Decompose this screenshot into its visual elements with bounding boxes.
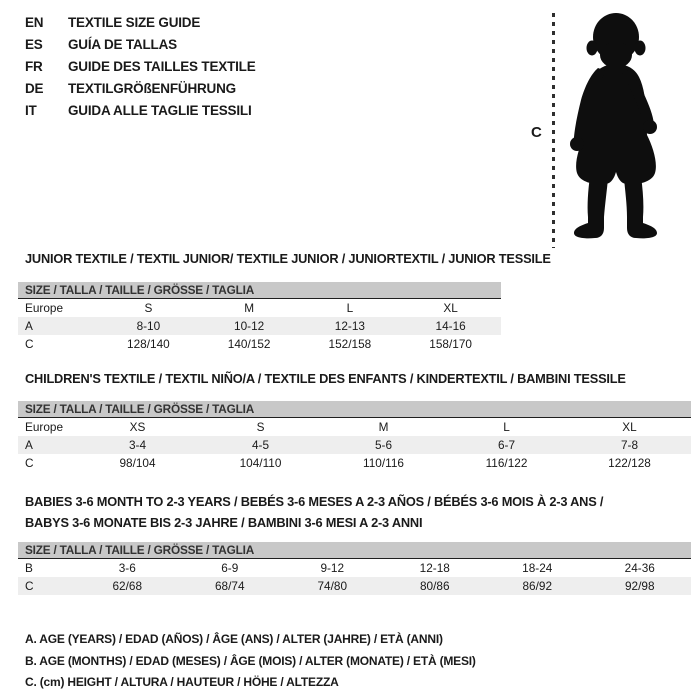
language-code: ES bbox=[25, 37, 43, 52]
junior-textile-section bbox=[18, 251, 551, 353]
table-cell: S bbox=[144, 301, 153, 315]
children-textile-section bbox=[18, 371, 691, 472]
section-title-line: BABIES 3-6 MONTH TO 2-3 YEARS / BEBÉS 3-6 MESES A 2-3 AÑOS / BÉBÉS 3-6 MOIS À 2-3 ANS / bbox=[25, 494, 604, 509]
language-row bbox=[25, 12, 256, 34]
table-cell: S bbox=[256, 420, 265, 434]
babies-textile-section bbox=[18, 491, 691, 595]
size-header-bar: SIZE / TALLA / TAILLE / GRÖSSE / TAGLIA bbox=[18, 542, 691, 559]
table-row bbox=[18, 436, 691, 454]
footnote-b: B. AGE (MONTHS) / EDAD (MESES) / ÂGE (MOIS) / ALTER (MONATE) / ETÀ (MESI) bbox=[25, 653, 476, 668]
table-cell: 104/110 bbox=[239, 456, 282, 470]
row-label: C bbox=[25, 337, 34, 351]
table-cell: 9-12 bbox=[320, 561, 345, 575]
table-cell: XS bbox=[129, 420, 146, 434]
language-row bbox=[25, 34, 256, 56]
table-cell: XL bbox=[443, 301, 458, 315]
babies-size-table bbox=[18, 559, 691, 595]
row-label: A bbox=[25, 438, 33, 452]
table-cell: M bbox=[244, 301, 255, 315]
table-cell: 6-7 bbox=[497, 438, 516, 452]
section-title-line: BABYS 3-6 MONATE BIS 2-3 JAHRE / BAMBINI 3-6 MESI A 2-3 ANNI bbox=[25, 515, 423, 530]
table-row bbox=[18, 559, 691, 577]
table-cell: 80/86 bbox=[419, 579, 450, 593]
table-row bbox=[18, 317, 501, 335]
table-row bbox=[18, 418, 691, 436]
table-cell: 152/158 bbox=[328, 337, 372, 351]
table-row bbox=[18, 577, 691, 595]
table-cell: 8-10 bbox=[136, 319, 161, 333]
table-cell: 68/74 bbox=[214, 579, 245, 593]
table-row bbox=[18, 299, 501, 317]
language-row bbox=[25, 56, 256, 78]
row-label: C bbox=[25, 579, 34, 593]
table-cell: 18-24 bbox=[522, 561, 553, 575]
table-cell: 92/98 bbox=[624, 579, 655, 593]
table-cell: 86/92 bbox=[522, 579, 553, 593]
junior-size-table bbox=[18, 299, 501, 353]
table-cell: 10-12 bbox=[234, 319, 265, 333]
row-label: B bbox=[25, 561, 33, 575]
toddler-silhouette-icon bbox=[548, 8, 695, 254]
footnote-c: C. (cm) HEIGHT / ALTURA / HAUTEUR / HÖHE / ALTEZZA bbox=[25, 675, 339, 689]
table-cell: 122/128 bbox=[608, 456, 651, 470]
table-cell: L bbox=[503, 420, 510, 434]
table-cell: 7-8 bbox=[620, 438, 639, 452]
language-code: IT bbox=[25, 103, 37, 118]
table-cell: 3-6 bbox=[118, 561, 136, 575]
table-cell: 24-36 bbox=[624, 561, 655, 575]
table-cell: 74/80 bbox=[317, 579, 348, 593]
table-cell: 12-18 bbox=[419, 561, 450, 575]
footnote-a: A. AGE (YEARS) / EDAD (AÑOS) / ÂGE (ANS) / ALTER (JAHRE) / ETÀ (ANNI) bbox=[25, 632, 443, 646]
table-row bbox=[18, 335, 501, 353]
language-code: FR bbox=[25, 59, 43, 74]
language-code: DE bbox=[25, 81, 44, 96]
table-cell: 12-13 bbox=[334, 319, 365, 333]
table-cell: 62/68 bbox=[112, 579, 143, 593]
section-title: JUNIOR TEXTILE / TEXTIL JUNIOR/ TEXTILE JUNIOR / JUNIORTEXTIL / JUNIOR TESSILE bbox=[25, 251, 551, 266]
table-cell: M bbox=[378, 420, 389, 434]
children-size-table bbox=[18, 418, 691, 472]
language-title: GUIDE DES TAILLES TEXTILE bbox=[68, 59, 256, 74]
language-title: TEXTILE SIZE GUIDE bbox=[68, 15, 201, 30]
table-cell: XL bbox=[622, 420, 637, 434]
language-code: EN bbox=[25, 15, 44, 30]
language-list bbox=[25, 12, 256, 122]
measure-c-label: C bbox=[531, 124, 542, 141]
row-label: A bbox=[25, 319, 33, 333]
language-row bbox=[25, 100, 256, 122]
language-title: GUÍA DE TALLAS bbox=[68, 37, 177, 52]
table-cell: 3-4 bbox=[128, 438, 147, 452]
row-label: Europe bbox=[25, 301, 64, 315]
language-title: GUIDA ALLE TAGLIE TESSILI bbox=[68, 103, 252, 118]
table-cell: 110/116 bbox=[363, 456, 404, 470]
table-cell: 128/140 bbox=[127, 337, 170, 351]
table-cell: 14-16 bbox=[435, 319, 466, 333]
table-cell: 6-9 bbox=[221, 561, 239, 575]
table-row bbox=[18, 454, 691, 472]
size-header-bar: SIZE / TALLA / TAILLE / GRÖSSE / TAGLIA bbox=[18, 401, 691, 418]
table-cell: L bbox=[346, 301, 354, 315]
language-row bbox=[25, 78, 256, 100]
table-cell: 4-5 bbox=[251, 438, 270, 452]
size-header-bar: SIZE / TALLA / TAILLE / GRÖSSE / TAGLIA bbox=[18, 282, 501, 299]
table-cell: 5-6 bbox=[374, 438, 393, 452]
section-title: CHILDREN'S TEXTILE / TEXTIL NIÑO/A / TEXTILE DES ENFANTS / KINDERTEXTIL / BAMBINI TESSILE bbox=[25, 371, 626, 386]
table-cell: 98/104 bbox=[119, 456, 156, 470]
footnotes bbox=[25, 629, 476, 694]
height-measure-figure bbox=[500, 8, 700, 256]
table-cell: 140/152 bbox=[227, 337, 271, 351]
language-title: TEXTILGRÖßENFÜHRUNG bbox=[68, 81, 236, 96]
table-cell: 116/122 bbox=[485, 456, 528, 470]
row-label: C bbox=[25, 456, 34, 470]
table-cell: 158/170 bbox=[429, 337, 472, 351]
row-label: Europe bbox=[25, 420, 64, 434]
